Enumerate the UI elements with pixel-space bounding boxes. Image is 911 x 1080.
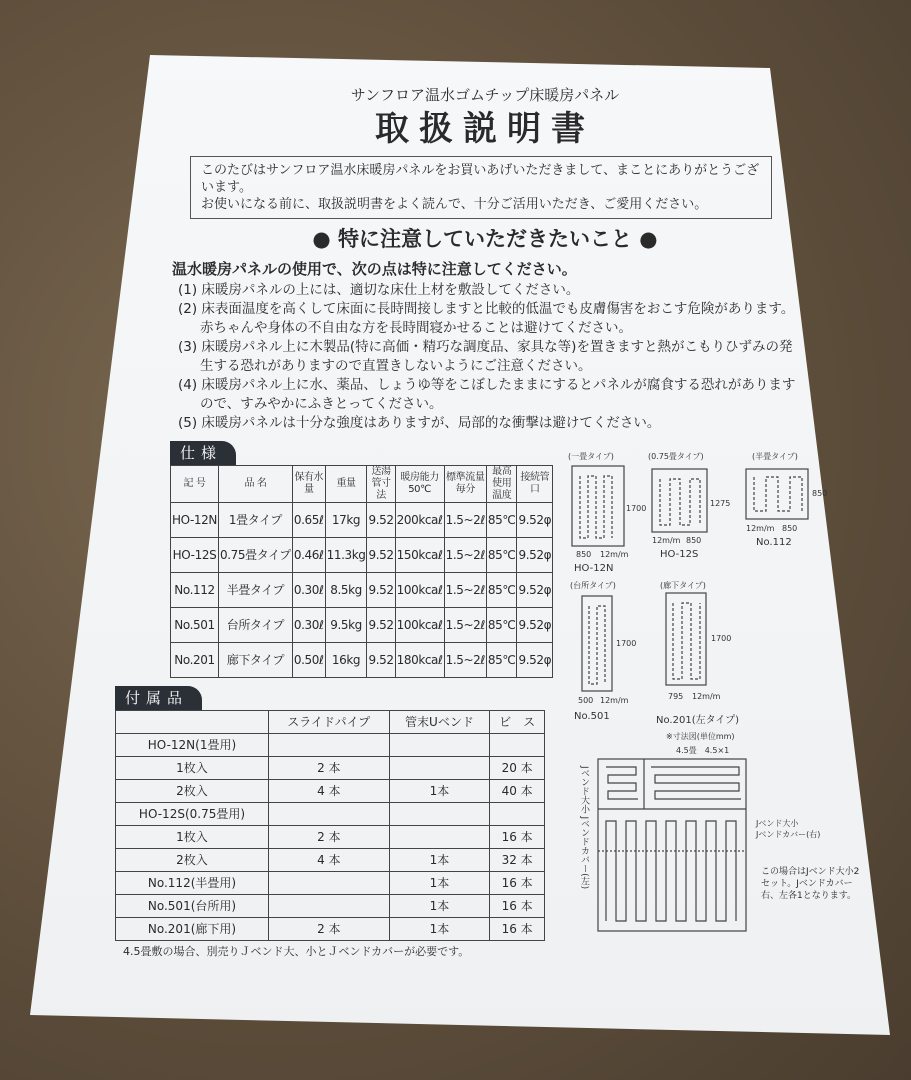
panel-height: 1700 (711, 634, 732, 643)
table-cell: HO-12N(1畳用) (116, 734, 269, 757)
panel-ho12s-pipe (660, 479, 700, 525)
layout-outline (598, 759, 746, 931)
table-cell: 9.52 (367, 503, 395, 538)
panel-width: 795 (668, 692, 684, 701)
panel-gap: 12m/m (692, 692, 721, 701)
sheet-content (110, 86, 870, 959)
table-cell: 0.65ℓ (292, 503, 325, 538)
page-title: 取扱説明書 (375, 109, 595, 149)
table-cell: 0.46ℓ (292, 538, 325, 573)
table-cell: 1.5~2ℓ (444, 503, 486, 538)
layout-pipe-top-right (651, 767, 741, 799)
column-header (116, 711, 269, 734)
table-cell (389, 803, 490, 826)
panel-no201-pipe (673, 603, 700, 679)
table-cell: 16kg (325, 643, 367, 678)
layout-note: この場合はJベンド大小2セット。Jベンドカバー右、左各1となります。 (761, 867, 860, 901)
panel-model: No.501 (574, 711, 610, 722)
panel-model: HO-12N (574, 563, 614, 574)
spec-table (170, 465, 553, 678)
diagrams-column (556, 441, 866, 941)
panel-gap: 12m/m (746, 524, 775, 533)
table-cell: 9.52 (367, 538, 395, 573)
table-row (171, 608, 553, 643)
table-cell (268, 895, 389, 918)
caution-item: (3) 床暖房パネル上に木製品(特に高価・精巧な調度品、家具な等)を置きますと熱がこもりひずみの発生する恐れがありますので直置きしないようにご注意ください。 (178, 339, 793, 374)
table-cell: 1本 (389, 895, 490, 918)
panel-height: 850 (812, 489, 828, 498)
table-cell: 0.30ℓ (292, 608, 325, 643)
table-cell: 0.30ℓ (292, 573, 325, 608)
table-cell (389, 826, 490, 849)
table-cell: 200kcaℓ (395, 503, 444, 538)
column-header: 暖房能力50℃ (395, 466, 444, 503)
column-header: 最高使用温度 (486, 466, 517, 503)
table-row (171, 573, 553, 608)
table-cell: 9.52φ (517, 538, 553, 573)
table-cell: 2枚入 (116, 849, 269, 872)
caution-lead: 温水暖房パネルの使用で、次の点は特に注意してください。 (172, 260, 577, 278)
table-cell (268, 872, 389, 895)
caution-list (172, 259, 797, 433)
table-cell: 1.5~2ℓ (444, 643, 486, 678)
table-cell: 半畳タイプ (218, 573, 292, 608)
panel-gap: 12m/m (600, 550, 629, 559)
table-cell (389, 734, 490, 757)
table-cell: 40 本 (490, 780, 545, 803)
accessories-table (115, 710, 545, 941)
table-cell: 1本 (389, 918, 490, 941)
accessories-tab: 付属品 (115, 686, 202, 710)
table-cell: No.501 (171, 608, 219, 643)
table-cell: No.112(半畳用) (116, 872, 269, 895)
panel-width: 850 (686, 536, 702, 545)
table-cell: 9.52 (367, 608, 395, 643)
column-header: 標準流量毎分 (444, 466, 486, 503)
column-header: 記 号 (171, 466, 219, 503)
spec-section (170, 441, 550, 678)
subtitle: サンフロア温水ゴムチップ床暖房パネル (350, 86, 620, 104)
table-cell: 2 本 (268, 918, 389, 941)
column-header: 送湯管寸法 (367, 466, 395, 503)
table-cell: 85℃ (486, 608, 517, 643)
panel-width: 850 (576, 550, 592, 559)
spec-tab: 仕様 (170, 441, 236, 465)
layout-pipe-top-left (606, 767, 638, 799)
intro-line: このたびはサンフロア温水床暖房パネルをお買いあげいただきまして、まことにありがとうございます。 (201, 163, 760, 195)
table-cell: 85℃ (486, 643, 517, 678)
panel-type-label: (半畳タイプ) (752, 452, 798, 461)
table-cell: 85℃ (486, 573, 517, 608)
layout-right-label: Jベンド大小 (756, 819, 799, 828)
caution-item: (1) 床暖房パネルの上には、適切な床仕上材を敷設してください。 (178, 282, 580, 298)
table-cell: 1枚入 (116, 826, 269, 849)
layout-right-label: Jベンドカバー(右) (756, 830, 821, 839)
table-cell: 0.75畳タイプ (218, 538, 292, 573)
table-cell: 85℃ (486, 503, 517, 538)
table-cell: HO-12S(0.75畳用) (116, 803, 269, 826)
panel-gap: 12m/m (652, 536, 681, 545)
table-cell: 2 本 (268, 826, 389, 849)
table-cell: 台所タイプ (218, 608, 292, 643)
table-cell: 100kcaℓ (395, 608, 444, 643)
panel-model: No.201(左タイプ) (656, 715, 739, 726)
panel-type-label: (一畳タイプ) (568, 452, 614, 461)
column-header: 管末Uベンド (389, 711, 490, 734)
table-cell: 150kcaℓ (395, 538, 444, 573)
header-row (171, 466, 553, 503)
table-cell: No.201 (171, 643, 219, 678)
table-cell: 32 本 (490, 849, 545, 872)
table-cell (490, 734, 545, 757)
table-cell: 4 本 (268, 849, 389, 872)
caution-item: (4) 床暖房パネル上に水、薬品、しょうゆ等をこぼしたままにするとパネルが腐食する恐れがありますので、すみやかにふきとってください。 (178, 377, 796, 412)
table-cell: 16 本 (490, 895, 545, 918)
layout-left-label: Jベンド大小 Jベンドカバー(左) (579, 766, 589, 890)
table-cell: 9.52 (367, 573, 395, 608)
table-cell: 16 本 (490, 918, 545, 941)
accessories-section (115, 686, 550, 959)
table-cell: 2枚入 (116, 780, 269, 803)
table-cell: No.112 (171, 573, 219, 608)
table-cell: HO-12N (171, 503, 219, 538)
column-header: ビ ス (490, 711, 545, 734)
table-cell: 20 本 (490, 757, 545, 780)
table-cell: 4 本 (268, 780, 389, 803)
caution-item: (2) 床表面温度を高くして床面に長時間接しますと比較的低温でも皮膚傷害をおこす危険があります。赤ちゃんや身体の不自由な方を長時間寝かせることは避けてください。 (178, 301, 795, 336)
accessories-note: 4.5畳敷の場合、別売りＪベンド大、小とＪベンドカバーが必要です。 (123, 945, 470, 958)
caution-item: (5) 床暖房パネルは十分な強度はありますが、局部的な衝撃は避けてください。 (178, 415, 661, 431)
table-cell: 1本 (389, 872, 490, 895)
table-cell: 180kcaℓ (395, 643, 444, 678)
panel-gap: 12m/m (600, 696, 629, 705)
layout-title: 4.5畳 4.5×1 (676, 746, 730, 755)
lower-section (110, 441, 870, 959)
column-header: 接続管口 (517, 466, 553, 503)
tables-column (110, 441, 550, 959)
table-cell: 1本 (389, 780, 490, 803)
table-cell: 2 本 (268, 757, 389, 780)
table-cell: 9.52φ (517, 608, 553, 643)
table-cell: 1本 (389, 849, 490, 872)
panel-model: No.112 (756, 537, 792, 548)
intro-box (190, 156, 772, 219)
table-cell: 1.5~2ℓ (444, 538, 486, 573)
intro-line: お使いになる前に、取扱説明書をよく読んで、十分ご活用いただき、ご愛用ください。 (201, 197, 708, 212)
panel-ho12n-pipe (580, 476, 612, 538)
panel-type-label: (台所タイプ) (570, 581, 616, 590)
table-cell: 9.5kg (325, 608, 367, 643)
table-cell (268, 803, 389, 826)
table-cell: 100kcaℓ (395, 573, 444, 608)
table-cell: 9.52φ (517, 503, 553, 538)
table-row (116, 872, 545, 895)
table-cell: 9.52 (367, 643, 395, 678)
table-row (116, 849, 545, 872)
table-row (116, 734, 545, 757)
table-row (116, 803, 545, 826)
table-row (116, 895, 545, 918)
panel-no112-pipe (754, 477, 802, 511)
table-row (171, 538, 553, 573)
table-row (171, 503, 553, 538)
table-cell: HO-12S (171, 538, 219, 573)
table-cell: 11.3kg (325, 538, 367, 573)
column-header: スライドパイプ (268, 711, 389, 734)
table-cell: 1枚入 (116, 757, 269, 780)
table-cell: 85℃ (486, 538, 517, 573)
table-row (116, 757, 545, 780)
table-cell: 廊下タイプ (218, 643, 292, 678)
table-cell: 17kg (325, 503, 367, 538)
panel-unit-note: ※寸法図(単位mm) (666, 732, 735, 741)
table-cell (389, 757, 490, 780)
column-header: 保有水量 (292, 466, 325, 503)
panel-width: 500 (578, 696, 594, 705)
table-cell: 1.5~2ℓ (444, 608, 486, 643)
column-header: 重量 (325, 466, 367, 503)
table-cell: 16 本 (490, 826, 545, 849)
table-cell: 9.52φ (517, 573, 553, 608)
panel-height: 1275 (710, 499, 731, 508)
table-cell: 9.52φ (517, 643, 553, 678)
table-cell: No.501(台所用) (116, 895, 269, 918)
table-row (116, 780, 545, 803)
column-header: 品 名 (218, 466, 292, 503)
table-cell: No.201(廊下用) (116, 918, 269, 941)
table-row (171, 643, 553, 678)
table-row (116, 918, 545, 941)
caution-heading: ● 特に注意していただきたいこと ● (312, 227, 658, 251)
layout-pipe-bottom (606, 821, 736, 921)
panel-width: 850 (782, 524, 798, 533)
panel-model: HO-12S (660, 549, 699, 560)
table-cell: 0.50ℓ (292, 643, 325, 678)
table-cell: 1畳タイプ (218, 503, 292, 538)
header-row (116, 711, 545, 734)
panel-no501-pipe (589, 606, 605, 684)
table-cell: 8.5kg (325, 573, 367, 608)
table-cell: 16 本 (490, 872, 545, 895)
table-cell (490, 803, 545, 826)
panel-type-label: (廊下タイプ) (660, 581, 706, 590)
table-cell: 1.5~2ℓ (444, 573, 486, 608)
table-row (116, 826, 545, 849)
panel-height: 1700 (626, 504, 647, 513)
table-cell (268, 734, 389, 757)
panel-height: 1700 (616, 639, 637, 648)
panel-type-label: (0.75畳タイプ) (648, 452, 704, 461)
